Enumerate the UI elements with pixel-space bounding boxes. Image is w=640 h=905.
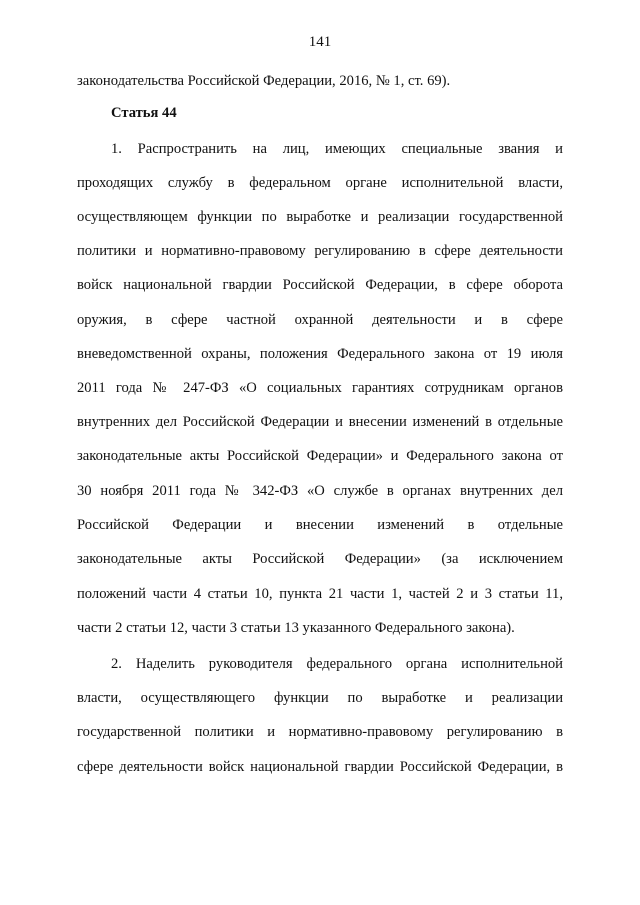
paragraph-1-line-11: 30 ноября 2011 года № 342-ФЗ «О службе в органах внутренних дел: [77, 483, 563, 499]
paragraph-1-line-13: законодательные акты Российской Федерации» (за исключением: [77, 551, 563, 567]
paragraph-1-line-14: положений части 4 статьи 10, пункта 21 части 1, частей 2 и 3 статьи 11,: [77, 586, 563, 602]
paragraph-1-line-15: части 2 статьи 12, части 3 статьи 13 указанного Федерального закона).: [77, 620, 515, 636]
paragraph-1-line-1: 1. Распространить на лиц, имеющих специальные звания и: [111, 141, 563, 157]
paragraph-1-line-6: оружия, в сфере частной охранной деятельности и в сфере: [77, 312, 563, 328]
article-heading: Статья 44: [111, 105, 177, 121]
page-number: 141: [308, 34, 332, 50]
paragraph-2-line-4: сфере деятельности войск национальной гвардии Российской Федерации, в: [77, 759, 563, 775]
paragraph-2-line-1: 2. Наделить руководителя федерального органа исполнительной: [111, 656, 563, 672]
paragraph-2-line-2: власти, осуществляющего функции по выработке и реализации: [77, 690, 563, 706]
paragraph-1-line-3: осуществляющем функции по выработке и реализации государственной: [77, 209, 563, 225]
paragraph-1-line-10: законодательные акты Российской Федерации» и Федерального закона от: [77, 448, 563, 464]
paragraph-1-line-12: Российской Федерации и внесении изменений в отдельные: [77, 517, 563, 533]
paragraph-1-line-5: войск национальной гвардии Российской Федерации, в сфере оборота: [77, 277, 563, 293]
paragraph-1-line-4: политики и нормативно-правовому регулированию в сфере деятельности: [77, 243, 563, 259]
paragraph-2-line-3: государственной политики и нормативно-правовому регулированию в: [77, 724, 563, 740]
text-line-prev-reference: законодательства Российской Федерации, 2016, № 1, ст. 69).: [77, 73, 451, 89]
paragraph-1-line-8: 2011 года № 247-ФЗ «О социальных гарантиях сотрудникам органов: [77, 380, 563, 396]
paragraph-1-line-7: вневедомственной охраны, положения Федерального закона от 19 июля: [77, 346, 563, 362]
paragraph-1-line-2: проходящих службу в федеральном органе исполнительной власти,: [77, 175, 563, 191]
paragraph-1-line-9: внутренних дел Российской Федерации и внесении изменений в отдельные: [77, 414, 563, 430]
